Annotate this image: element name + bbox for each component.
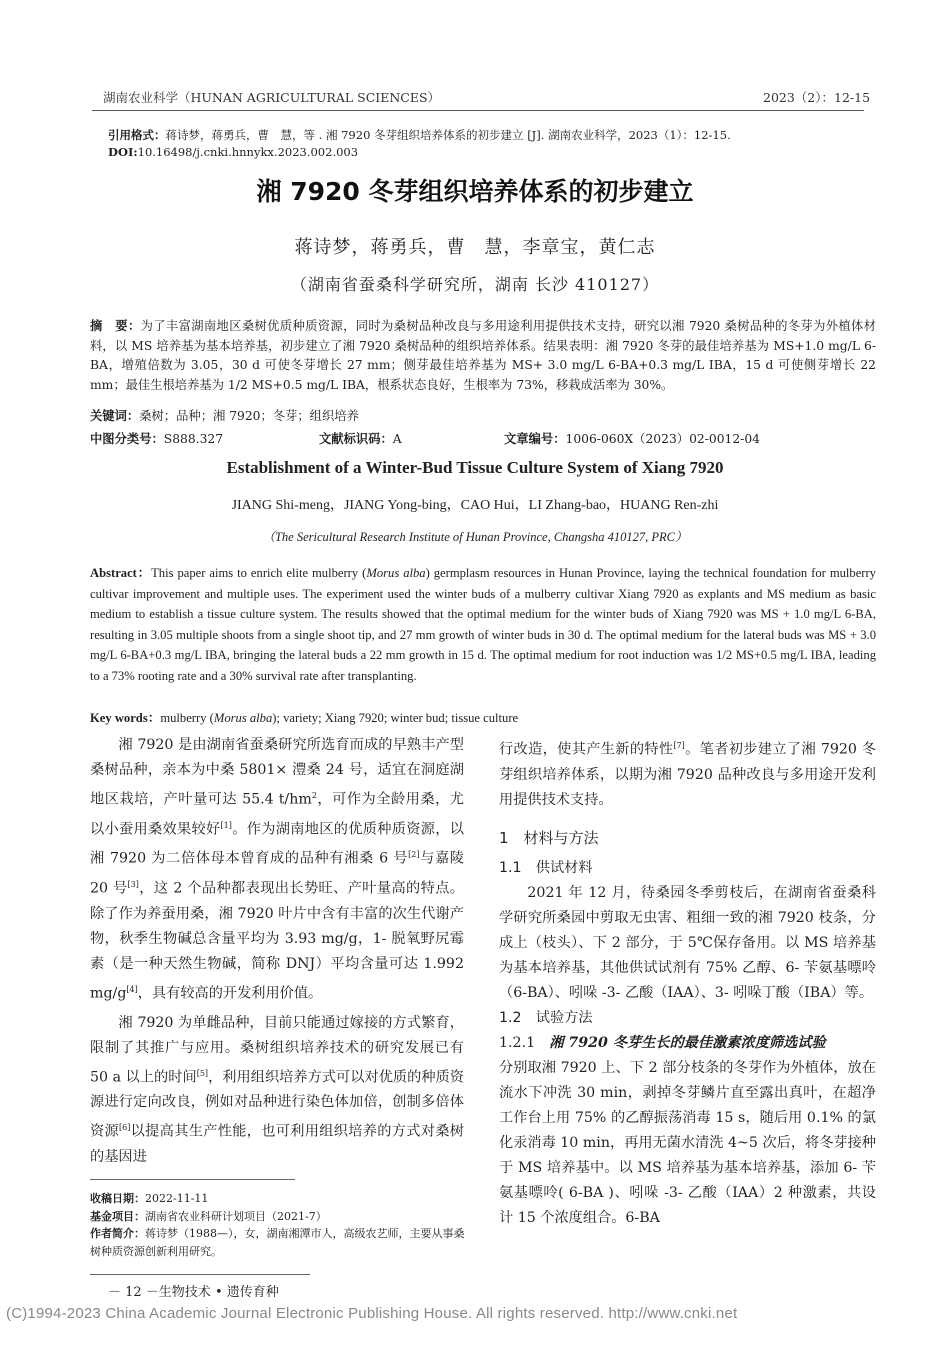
body-paragraph <box>90 1011 464 1170</box>
text-run: 。笔者初步建立了湘 7920 冬芽组织培养体系，以期为湘 7920 品种改良与多用途开发利用提供技术支持。 <box>499 741 876 808</box>
english-affiliation: （The Sericultural Research Institute of Hunan Province, Changsha 410127, PRC） <box>262 530 688 544</box>
text-run: ，利用组织培养方式可以对优质的种质资源进行定向改良，例如对品种进行染色体加倍，创制多倍体资源 <box>90 1069 464 1141</box>
clc-number <box>90 429 223 447</box>
keywords-cn-text: 桑树；品种；湘 7920；冬芽；组织培养 <box>139 409 359 423</box>
subsection-title: 湘 7920 冬芽生长的最佳激素浓度筛选试验 <box>549 1034 826 1051</box>
text-run: ，具有较高的开发利用价值。 <box>137 985 323 1002</box>
clc-label: 中图分类号： <box>90 431 164 446</box>
clc-value: S888.327 <box>163 432 224 446</box>
body-paragraph: 2021 年 12 月，待桑园冬季剪枝后，在湖南省蚕桑科学研究所桑园中剪取无虫害、粗细一致的湘 7920 枝条，分成上（枝头）、下 2 部分，于 5℃保存备用。以 MS 培养基为基本培养基，其他供试试剂有 75% 乙醇、6- 苄氨基嘌呤（6-BA）、吲哚 -3- 乙酸（IAA）、3- 吲哚丁酸（IBA）等。 <box>499 884 876 1001</box>
text-run: 与嘉陵 20 号 <box>90 851 464 897</box>
section-heading-1-2: 1.2 试验方法 <box>499 1009 593 1026</box>
citation-text: 蒋诗梦，蒋勇兵，曹 慧，等 . 湘 7920 冬芽组织培养体系的初步建立 [J]. 湖南农业科学，2023（1）：12-15. <box>165 128 731 142</box>
superscript: 2 <box>311 791 317 800</box>
abstract-cn <box>90 316 876 395</box>
body-right-column <box>499 733 876 1231</box>
english-authors: JIANG Shi-meng，JIANG Yong-bing，CAO Hui，LI Zhang-bao，HUANG Ren-zhi <box>231 498 719 513</box>
author-list: 蒋诗梦，蒋勇兵，曹 慧，李章宝，黄仁志 <box>294 237 656 258</box>
author-bio-label: 作者简介： <box>90 1227 145 1240</box>
text-run: ，这 2 个品种都表现出长势旺、产叶量高的特点。除了作为养蚕用桑，湘 7920 叶片中含有丰富的次生代谢产物，秋季生物碱总含量平均为 3.93 mg/g，1- 脱氧野尻霉素（是一种天然生物碱，简称 DNJ）平均含量可达 1.992 mg/g <box>90 880 464 1002</box>
footnotes <box>90 1190 465 1260</box>
art-value: 1006-060X（2023）02-0012-04 <box>565 432 760 446</box>
received-date: 2022-11-11 <box>145 1192 209 1205</box>
footnote-rule <box>90 1179 295 1180</box>
text-run: 行改造，使其产生新的特性 <box>499 741 674 758</box>
subsection-number: 1.2.1 <box>499 1034 550 1051</box>
reference-mark: [5] <box>196 1068 209 1078</box>
citation-label: 引用格式： <box>108 128 166 142</box>
paper-title: 湘 7920 冬芽组织培养体系的初步建立 <box>256 177 694 206</box>
affiliation: （湖南省蚕桑科学研究所，湖南 长沙 410127） <box>290 275 660 294</box>
text-run: 以提高其生产性能，也可利用组织培养的方式对桑树的基因进 <box>90 1124 464 1166</box>
english-abstract <box>90 563 876 687</box>
english-abstract-text-b: ) germplasm resources in Hunan Province, laying the technical foundation for mulberry cultivar improvement and multiple uses. The experiment used the winter buds of a mulberry cultivar Xiang 7920 as explants and MS medium as basic medium to establish a tissue culture system. The results showed that the optimal medium for the winter buds of Xiang 7920 was MS + 1.0 mg/L 6-BA, resulting in 3.05 multiple shoots from a single shoot tip, and 27 mm growth of winter buds in 30 d. The optimal medium for the lateral buds was MS + 3.0 mg/L 6-BA+0.3 mg/L IBA, bringing the lateral buds a 22 mm growth in 15 d. The optimal medium for root induction was 1/2 MS+0.5 mg/L IBA, leading to a 73% rooting rate and a 30% survival rate after transplanting. <box>90 566 876 683</box>
doc-code <box>319 429 402 447</box>
doc-value: A <box>392 432 402 446</box>
english-keywords <box>90 707 518 726</box>
doi-value[interactable]: 10.16498/j.cnki.hnnykx.2023.002.003 <box>137 145 359 159</box>
page-number-footer: － 12 －生物技术 • 遗传育种 <box>108 1285 279 1300</box>
english-keywords-b: ); variety; Xiang 7920; winter bud; tissue culture <box>272 711 519 725</box>
english-abstract-label: Abstract： <box>90 566 152 580</box>
english-title: Establishment of a Winter-Bud Tissue Culture System of Xiang 7920 <box>226 458 724 477</box>
reference-mark: [3] <box>127 880 139 890</box>
body-paragraph: 分别取湘 7920 上、下 2 部分枝条的冬芽作为外植体，放在流水下冲洗 30 min，剥掉冬芽鳞片直至露出真叶，在超净工作台上用 75% 的乙醇振荡消毒 15 s，随后用 0.1% 的氯化汞消毒 10 min，再用无菌水清洗 4~5 次后，将冬芽接种于 MS 培养基中。以 MS 培养基为基本培养基，添加 6- 苄氨基嘌呤( 6-BA )、吲哚 -3- 乙酸（IAA）2 种激素，共设计 15 个浓度组合。6-BA <box>499 1059 876 1226</box>
text-run: 湘 7920 为单雌品种，目前只能通过嫁接的方式繁育，限制了其推广与应用。桑树组织培养技术的研究发展已有 50 a 以上的时间 <box>90 1014 464 1086</box>
keywords-cn-label: 关键词： <box>90 408 140 423</box>
text-run: 。作为湖南地区的优质种质资源，以湘 7920 为二倍体母本曾育成的品种有湘桑 6 号 <box>90 821 464 868</box>
body-paragraph <box>499 733 876 813</box>
abstract-cn-label: 摘 要： <box>90 318 141 333</box>
received-label: 收稿日期： <box>90 1192 145 1205</box>
copyright-watermark: (C)1994-2023 China Academic Journal Electronic Publishing House. All rights reserved. http://www.cnki.net <box>6 1305 738 1322</box>
art-label: 文章编号： <box>504 431 566 446</box>
body-left-column <box>90 733 464 1170</box>
english-keywords-a: mulberry ( <box>160 711 214 725</box>
fund-value: 湖南省农业科研计划项目（2021-7） <box>145 1209 327 1223</box>
keywords-cn <box>90 406 359 424</box>
english-keywords-label: Key words： <box>90 711 161 725</box>
section-heading-1-2-1 <box>499 1031 876 1056</box>
header-rule <box>92 110 864 111</box>
author-bio: 蒋诗梦（1988—），女，湖南湘潭市人，高级农艺师，主要从事桑树种质资源创新利用研究。 <box>90 1227 465 1258</box>
species-name: Morus alba <box>366 566 426 580</box>
reference-mark: [4] <box>126 984 138 994</box>
article-number <box>504 429 760 447</box>
doi-label: DOI: <box>108 145 138 159</box>
footer-rule <box>90 1274 310 1275</box>
section-heading-1-1: 1.1 供试材料 <box>499 859 593 876</box>
reference-mark: [2] <box>408 850 420 860</box>
body-paragraph <box>90 733 464 1007</box>
text-run: 湘 7920 是由湖南省蚕桑研究所选育而成的早熟丰产型桑树品种，亲本为中桑 5801× 澧桑 24 号，适宜在洞庭湖地区栽培，产叶量可达 55.4 t/hm <box>90 737 464 808</box>
citation-block <box>108 127 731 161</box>
english-keywords-species: Morus alba <box>213 711 273 725</box>
reference-mark: [6] <box>119 1123 131 1133</box>
running-header-issue: 2023（2）：12-15 <box>763 90 871 105</box>
text-run: ，可作为全龄用桑，尤以小蚕用桑效果较好 <box>90 791 464 838</box>
fund-label: 基金项目： <box>90 1209 145 1223</box>
english-abstract-text-a: This paper aims to enrich elite mulberry ( <box>151 566 367 580</box>
section-heading-1: 1 材料与方法 <box>499 828 599 847</box>
doc-label: 文献标识码： <box>319 431 393 446</box>
running-header-journal: 湖南农业科学（HUNAN AGRICULTURAL SCIENCES） <box>103 90 441 105</box>
abstract-cn-text: 为了丰富湖南地区桑树优质种质资源，同时为桑树品种改良与多用途利用提供技术支持，研究以湘 7920 桑树品种的冬芽为外植体材料，以 MS 培养基为基本培养基，初步建立了湘 7920 桑树品种的组织培养体系。结果表明：湘 7920 冬芽的最佳培养基为 MS+1.0 mg/L 6-BA，增殖倍数为 3.05，30 d 可使冬芽增长 27 mm；侧芽最佳培养基为 MS+ 3.0 mg/L 6-BA+0.3 mg/L IBA，15 d 可使侧芽增长 22 mm；最佳生根培养基为 1/2 MS+0.5 mg/L IBA，根系状态良好，生根率为 73%，移栽成活率为 30%。 <box>90 319 876 392</box>
reference-mark: [1] <box>220 820 232 830</box>
reference-mark: [7] <box>673 741 685 750</box>
